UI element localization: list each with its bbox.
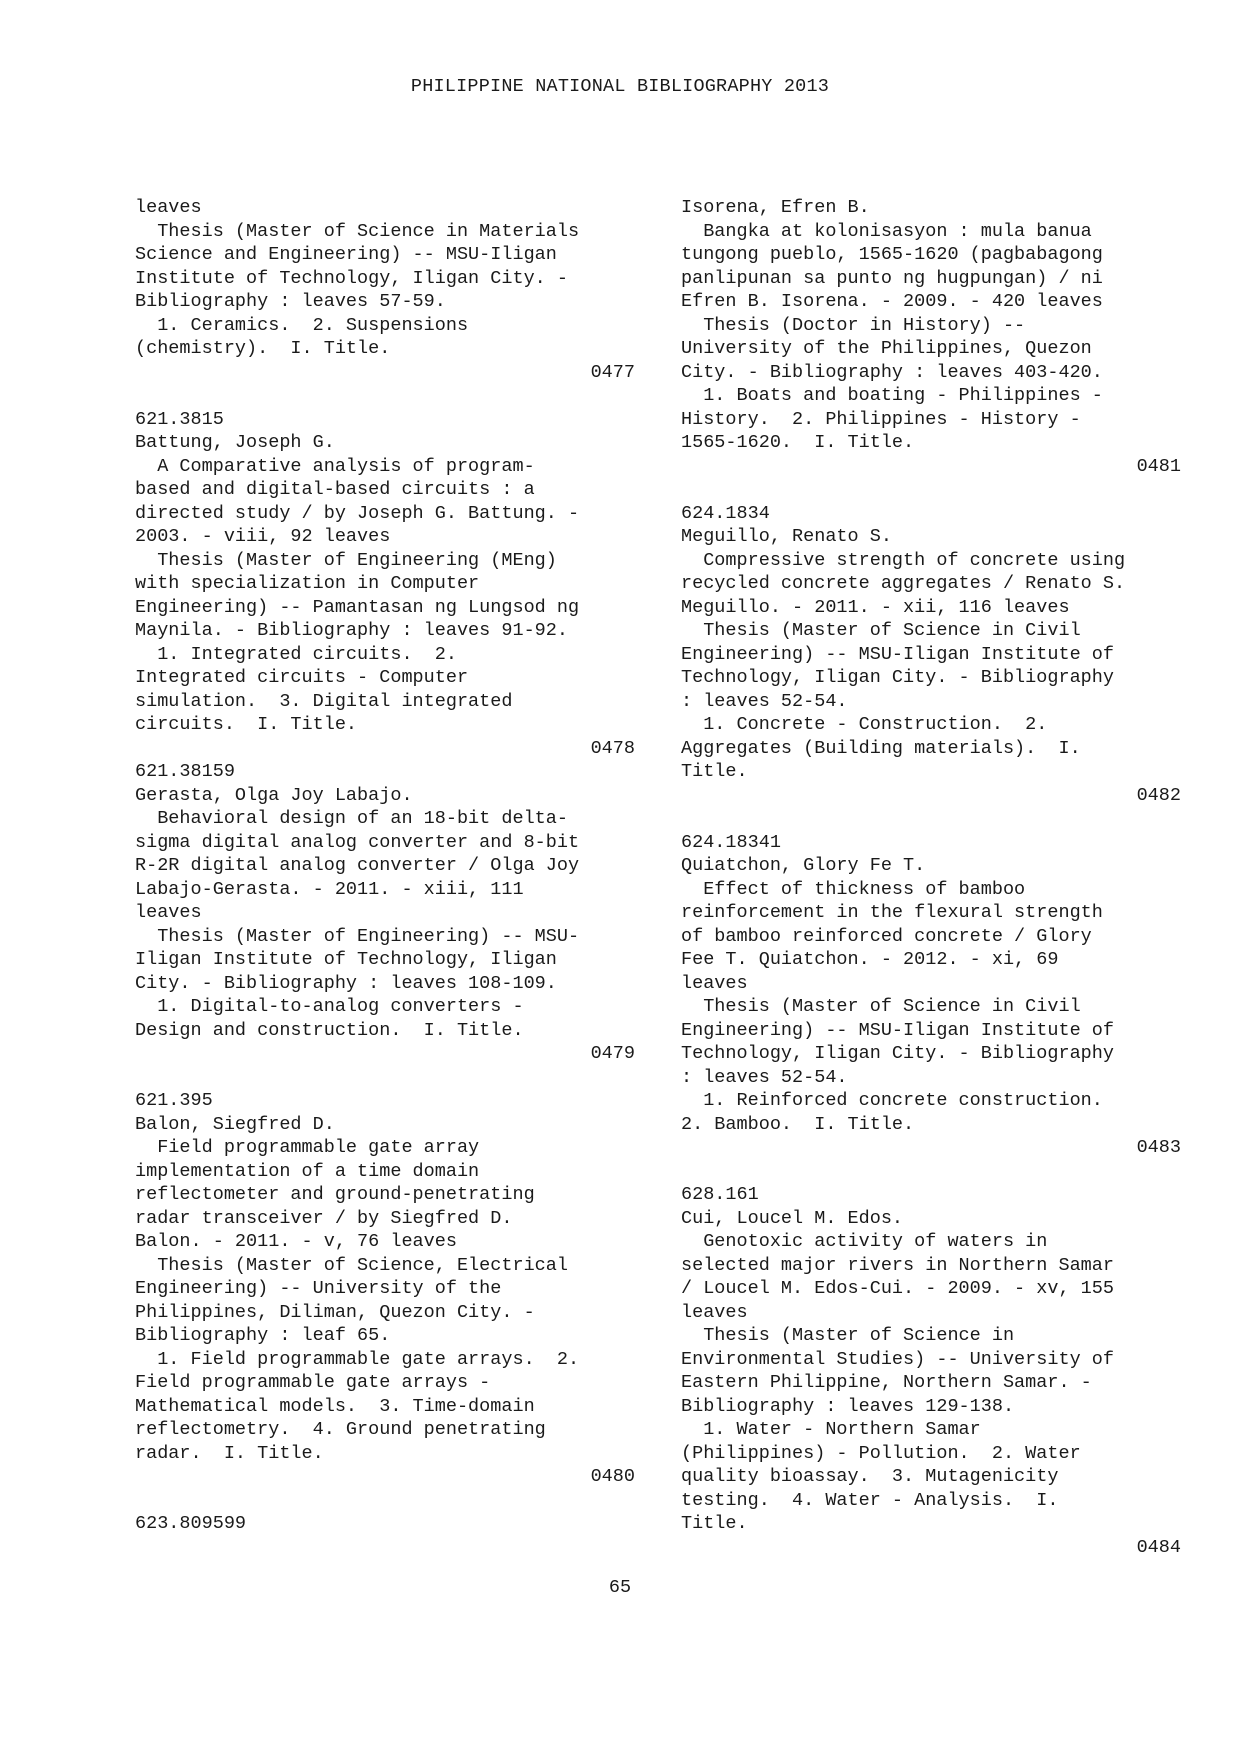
entry-number: 0483 (1136, 1137, 1181, 1158)
entry-text-line: directed study / by Joseph G. Battung. - (135, 502, 580, 524)
entry-text-line: Balon. - 2011. - v, 76 leaves (135, 1231, 457, 1252)
entry-text-line: of bamboo reinforced concrete / Glory (681, 925, 1092, 947)
page-header: PHILIPPINE NATIONAL BIBLIOGRAPHY 2013 (410, 76, 830, 97)
entry-text-line: Bibliography : leaves 57-59. (135, 291, 446, 312)
entry-text-line: (chemistry). I. Title. (135, 338, 391, 359)
entry-number: 0481 (1136, 455, 1181, 477)
classification-number: 624.18341 (681, 831, 781, 853)
entry-text-line: Effect of thickness of bamboo (681, 878, 1026, 900)
entry-text-line: 1. Integrated circuits. 2. (135, 643, 457, 665)
entry-text-line: Quiatchon, Glory Fe T. (681, 855, 926, 876)
entry-text-line: sigma digital analog converter and 8-bit (135, 831, 580, 853)
entry-text-line: leaves (135, 197, 202, 218)
entry-text-line: Isorena, Efren B. (681, 197, 870, 218)
entry-text-line: R-2R digital analog converter / Olga Joy (135, 855, 580, 876)
entry-text-line: implementation of a time domain (135, 1160, 480, 1182)
page-number: 65 (608, 1577, 632, 1598)
entry-text-line: with specialization in Computer (135, 573, 480, 594)
blank-line (681, 807, 1181, 831)
entry-text-line: 1. Field programmable gate arrays. 2. (135, 1348, 580, 1370)
entry-text-line: reflectometer and ground-penetrating (135, 1184, 535, 1205)
entry-text-line: panlipunan sa punto ng hugpungan) / ni (681, 267, 1103, 289)
left-column (135, 196, 635, 1536)
entry-text-line: based and digital-based circuits : a (135, 479, 535, 500)
entry-text-line: Engineering) -- University of the (135, 1278, 502, 1299)
entry-text-line: Thesis (Doctor in History) -- (681, 314, 1026, 336)
entry-text-line: recycled concrete aggregates / Renato S. (681, 573, 1126, 594)
entry-text-line: Environmental Studies) -- University of (681, 1348, 1114, 1370)
entry-text-line: City. - Bibliography : leaves 403-420. (681, 361, 1103, 383)
entry-text-line: Institute of Technology, Iligan City. - (135, 267, 568, 289)
entry-text-line: A Comparative analysis of program- (135, 455, 535, 477)
entry-text-line: Title. (681, 761, 748, 782)
entry-text-line: Thesis (Master of Science in Civil (681, 996, 1081, 1017)
entry-text-line: 1. Digital-to-analog converters - (135, 996, 524, 1017)
entry-text-line: simulation. 3. Digital integrated (135, 690, 513, 712)
entry-text-line: Philippines, Diliman, Quezon City. - (135, 1301, 535, 1323)
entry-text-line: circuits. I. Title. (135, 714, 358, 735)
entry-text-line: leaves (681, 1301, 748, 1323)
classification-number: 621.38159 (135, 761, 235, 782)
entry-text-line: Thesis (Master of Science in Materials (135, 220, 580, 242)
blank-line (681, 478, 1181, 502)
entry-text-line: Behavioral design of an 18-bit delta- (135, 808, 568, 829)
entry-text-line: Integrated circuits - Computer (135, 667, 469, 688)
entry-text-line: 2003. - viii, 92 leaves (135, 526, 391, 547)
entry-text-line: reinforcement in the flexural strength (681, 902, 1103, 923)
entry-text-line: Bibliography : leaf 65. (135, 1325, 391, 1346)
entry-text-line: Genotoxic activity of waters in (681, 1231, 1048, 1252)
entry-text-line: reflectometry. 4. Ground penetrating (135, 1419, 546, 1440)
entry-number: 0484 (1136, 1536, 1181, 1558)
entry-text-line: radar. I. Title. (135, 1442, 324, 1464)
blank-line (135, 384, 635, 408)
entry-text-line: Meguillo. - 2011. - xii, 116 leaves (681, 596, 1070, 618)
entry-text-line: Iligan Institute of Technology, Iligan (135, 949, 557, 970)
entry-number: 0480 (590, 1466, 635, 1487)
entry-text-line: Balon, Siegfred D. (135, 1113, 335, 1135)
entry-text-line: Thesis (Master of Science in Civil (681, 620, 1081, 641)
entry-text-line: Eastern Philippine, Northern Samar. - (681, 1372, 1092, 1393)
entry-text-line: Engineering) -- Pamantasan ng Lungsod ng (135, 596, 580, 618)
entry-text-line: Meguillo, Renato S. (681, 526, 892, 547)
entry-text-line: leaves (681, 972, 748, 994)
entry-text-line: 1565-1620. I. Title. (681, 432, 915, 453)
classification-number: 621.395 (135, 1090, 213, 1111)
entry-text-line: Technology, Iligan City. - Bibliography (681, 1043, 1114, 1064)
entry-text-line: quality bioassay. 3. Mutagenicity (681, 1466, 1059, 1487)
entry-text-line: selected major rivers in Northern Samar (681, 1254, 1114, 1276)
entry-text-line: 1. Reinforced concrete construction. (681, 1090, 1103, 1111)
entry-text-line: Efren B. Isorena. - 2009. - 420 leaves (681, 291, 1103, 312)
entry-text-line: Thesis (Master of Science in (681, 1325, 1015, 1346)
entry-text-line: 1. Ceramics. 2. Suspensions (135, 314, 469, 336)
entry-text-line: 1. Concrete - Construction. 2. (681, 714, 1048, 735)
classification-number: 628.161 (681, 1184, 759, 1205)
entry-text-line: Title. (681, 1513, 748, 1534)
entry-text-line: Compressive strength of concrete using (681, 549, 1126, 571)
entry-text-line: Technology, Iligan City. - Bibliography (681, 667, 1114, 688)
entry-text-line: Maynila. - Bibliography : leaves 91-92. (135, 620, 568, 641)
entry-text-line: Thesis (Master of Engineering) -- MSU- (135, 925, 580, 947)
entry-text-line: Field programmable gate arrays - (135, 1372, 491, 1393)
entry-text-line: Mathematical models. 3. Time-domain (135, 1395, 535, 1417)
entry-text-line: History. 2. Philippines - History - (681, 408, 1081, 430)
entry-text-line: (Philippines) - Pollution. 2. Water (681, 1442, 1081, 1464)
classification-number: 623.809599 (135, 1513, 247, 1534)
entry-text-line: Bibliography : leaves 129-138. (681, 1395, 1015, 1417)
entry-text-line: Thesis (Master of Engineering (MEng) (135, 549, 557, 571)
entry-number: 0482 (1136, 784, 1181, 806)
entry-text-line: Design and construction. I. Title. (135, 1019, 524, 1041)
entry-text-line: University of the Philippines, Quezon (681, 338, 1092, 359)
entry-text-line: Bangka at kolonisasyon : mula banua (681, 220, 1092, 242)
entry-text-line: City. - Bibliography : leaves 108-109. (135, 972, 557, 994)
entry-text-line: Engineering) -- MSU-Iligan Institute of (681, 643, 1114, 665)
entry-text-line: 1. Water - Northern Samar (681, 1419, 981, 1440)
entry-number: 0478 (590, 737, 635, 759)
classification-number: 621.3815 (135, 408, 224, 430)
entry-number: 0479 (590, 1043, 635, 1064)
entry-text-line: 1. Boats and boating - Philippines - (681, 385, 1103, 406)
blank-line (681, 1160, 1181, 1184)
entry-text-line: Field programmable gate array (135, 1137, 480, 1158)
entry-text-line: Thesis (Master of Science, Electrical (135, 1254, 568, 1276)
entry-text-line: Aggregates (Building materials). I. (681, 737, 1081, 759)
entry-text-line: Gerasta, Olga Joy Labajo. (135, 784, 413, 806)
blank-line (135, 1066, 635, 1090)
entry-text-line: testing. 4. Water - Analysis. I. (681, 1489, 1059, 1511)
entry-text-line: 2. Bamboo. I. Title. (681, 1113, 915, 1135)
entry-text-line: Science and Engineering) -- MSU-Iligan (135, 244, 557, 265)
entry-text-line: / Loucel M. Edos-Cui. - 2009. - xv, 155 (681, 1278, 1114, 1299)
entry-text-line: Engineering) -- MSU-Iligan Institute of (681, 1019, 1114, 1041)
entry-number: 0477 (590, 361, 635, 383)
right-column (681, 196, 1181, 1559)
blank-line (135, 1489, 635, 1513)
entry-text-line: Labajo-Gerasta. - 2011. - xiii, 111 (135, 878, 524, 900)
entry-text-line: Fee T. Quiatchon. - 2012. - xi, 69 (681, 949, 1059, 970)
entry-text-line: Cui, Loucel M. Edos. (681, 1207, 904, 1229)
entry-text-line: tungong pueblo, 1565-1620 (pagbabagong (681, 244, 1103, 265)
entry-text-line: leaves (135, 902, 202, 923)
entry-text-line: : leaves 52-54. (681, 1066, 848, 1088)
classification-number: 624.1834 (681, 502, 770, 524)
entry-text-line: : leaves 52-54. (681, 690, 848, 712)
entry-text-line: radar transceiver / by Siegfred D. (135, 1207, 513, 1229)
entry-text-line: Battung, Joseph G. (135, 432, 335, 453)
